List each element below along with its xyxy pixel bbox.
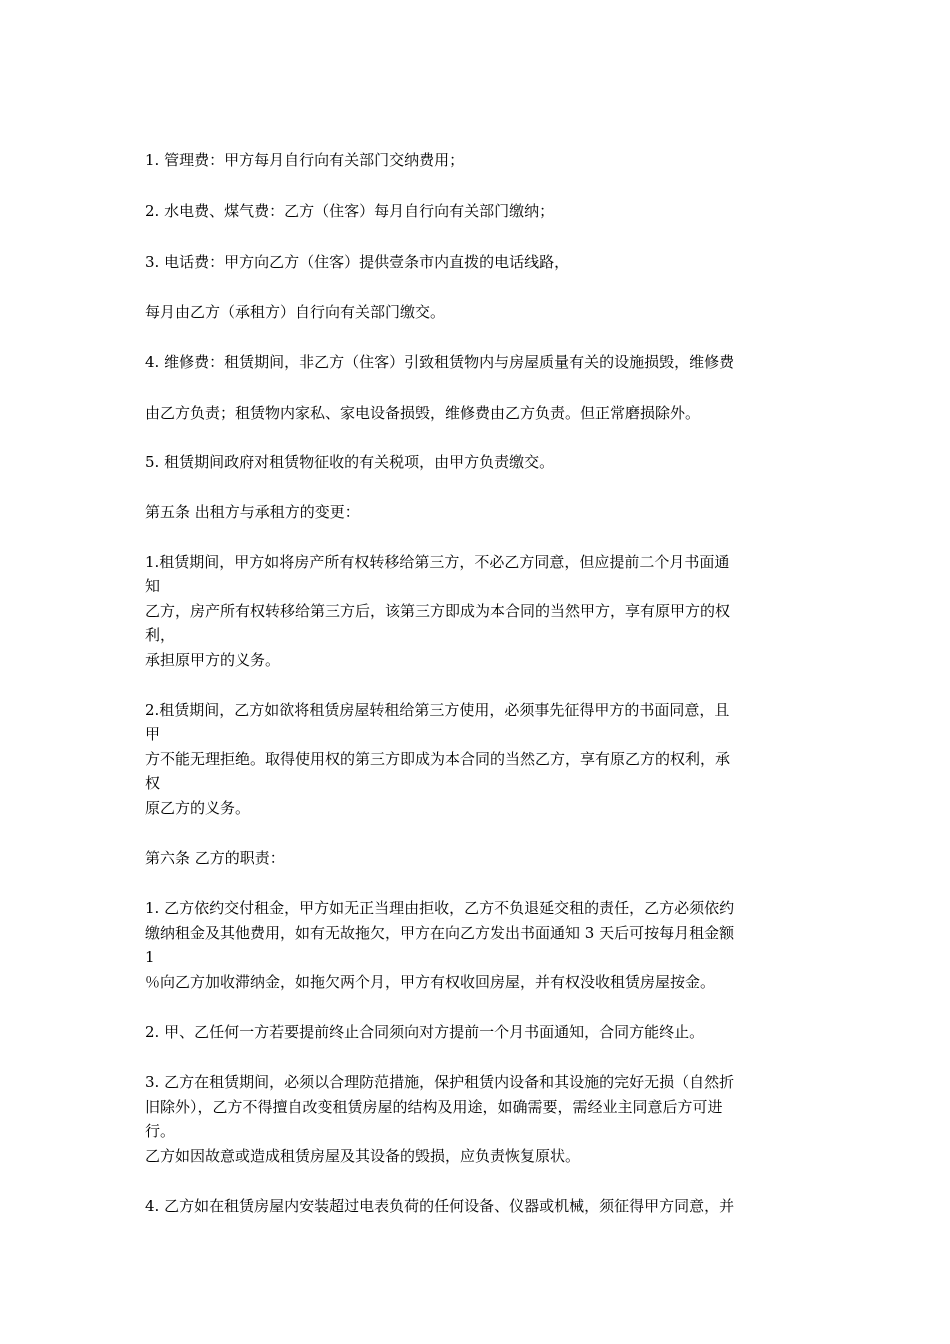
text-line: 1. 管理费：甲方每月自行向有关部门交纳费用； — [145, 151, 465, 169]
text-line: 缴纳租金及其他费用，如有无故拖欠，甲方在向乙方发出书面通知 3 天后可按每月租金额 — [145, 924, 735, 942]
text-line: 4. 维修费：租赁期间，非乙方（住客）引致租赁物内与房屋质量有关的设施损毁，维修费 — [145, 353, 735, 371]
section-heading: 第五条 出租方与承租方的变更： — [145, 503, 360, 521]
text-line: 旧除外），乙方不得擅自改变租赁房屋的结构及用途，如确需要，需经业主同意后方可进 — [145, 1098, 723, 1116]
text-line: 原乙方的义务。 — [145, 799, 251, 817]
text-line: 知 — [145, 577, 161, 595]
text-line: 1. 乙方依约交付租金，甲方如无正当理由拒收，乙方不负退延交租的责任，乙方必须依约 — [145, 899, 735, 917]
text-line: 3. 乙方在租赁期间，必须以合理防范措施，保护租赁内设备和其设施的完好无损（自然折 — [145, 1073, 735, 1091]
text-line: 4. 乙方如在租赁房屋内安装超过电表负荷的任何设备、仪器或机械，须征得甲方同意，并 — [145, 1197, 735, 1215]
text-line: 5. 租赁期间政府对租赁物征收的有关税项，由甲方负责缴交。 — [145, 453, 555, 471]
text-line: 利， — [145, 626, 176, 644]
text-line: 承担原甲方的义务。 — [145, 651, 281, 669]
text-line: 3. 电话费：甲方向乙方（住客）提供壹条市内直拨的电话线路， — [145, 253, 570, 271]
text-line: ％向乙方加收滞纳金，如拖欠两个月，甲方有权收回房屋，并有权没收租赁房屋按金。 — [145, 973, 716, 991]
text-line: 2.租赁期间，乙方如欲将租赁房屋转租给第三方使用，必须事先征得甲方的书面同意，且 — [145, 701, 730, 719]
text-line: 由乙方负责；租赁物内家私、家电设备损毁，维修费由乙方负责。但正常磨损除外。 — [145, 404, 701, 422]
text-line: 1 — [145, 948, 155, 966]
text-line: 乙方如因故意或造成租赁房屋及其设备的毁损，应负责恢复原状。 — [145, 1147, 581, 1165]
text-line: 乙方，房产所有权转移给第三方后，该第三方即成为本合同的当然甲方，享有原甲方的权 — [145, 602, 731, 620]
text-line: 2. 甲、乙任何一方若要提前终止合同须向对方提前一个月书面通知，合同方能终止。 — [145, 1023, 705, 1041]
text-line: 甲 — [145, 725, 161, 743]
text-line: 1.租赁期间，甲方如将房产所有权转移给第三方，不必乙方同意，但应提前二个月书面通 — [145, 553, 730, 571]
text-line: 行。 — [145, 1122, 176, 1140]
text-line: 2. 水电费、煤气费：乙方（住客）每月自行向有关部门缴纳； — [145, 202, 555, 220]
text-line: 每月由乙方（承租方）自行向有关部门缴交。 — [145, 303, 446, 321]
section-heading: 第六条 乙方的职责： — [145, 849, 285, 867]
text-line: 方不能无理拒绝。取得使用权的第三方即成为本合同的当然乙方，享有原乙方的权利，承 — [145, 750, 731, 768]
text-line: 权 — [145, 774, 161, 792]
